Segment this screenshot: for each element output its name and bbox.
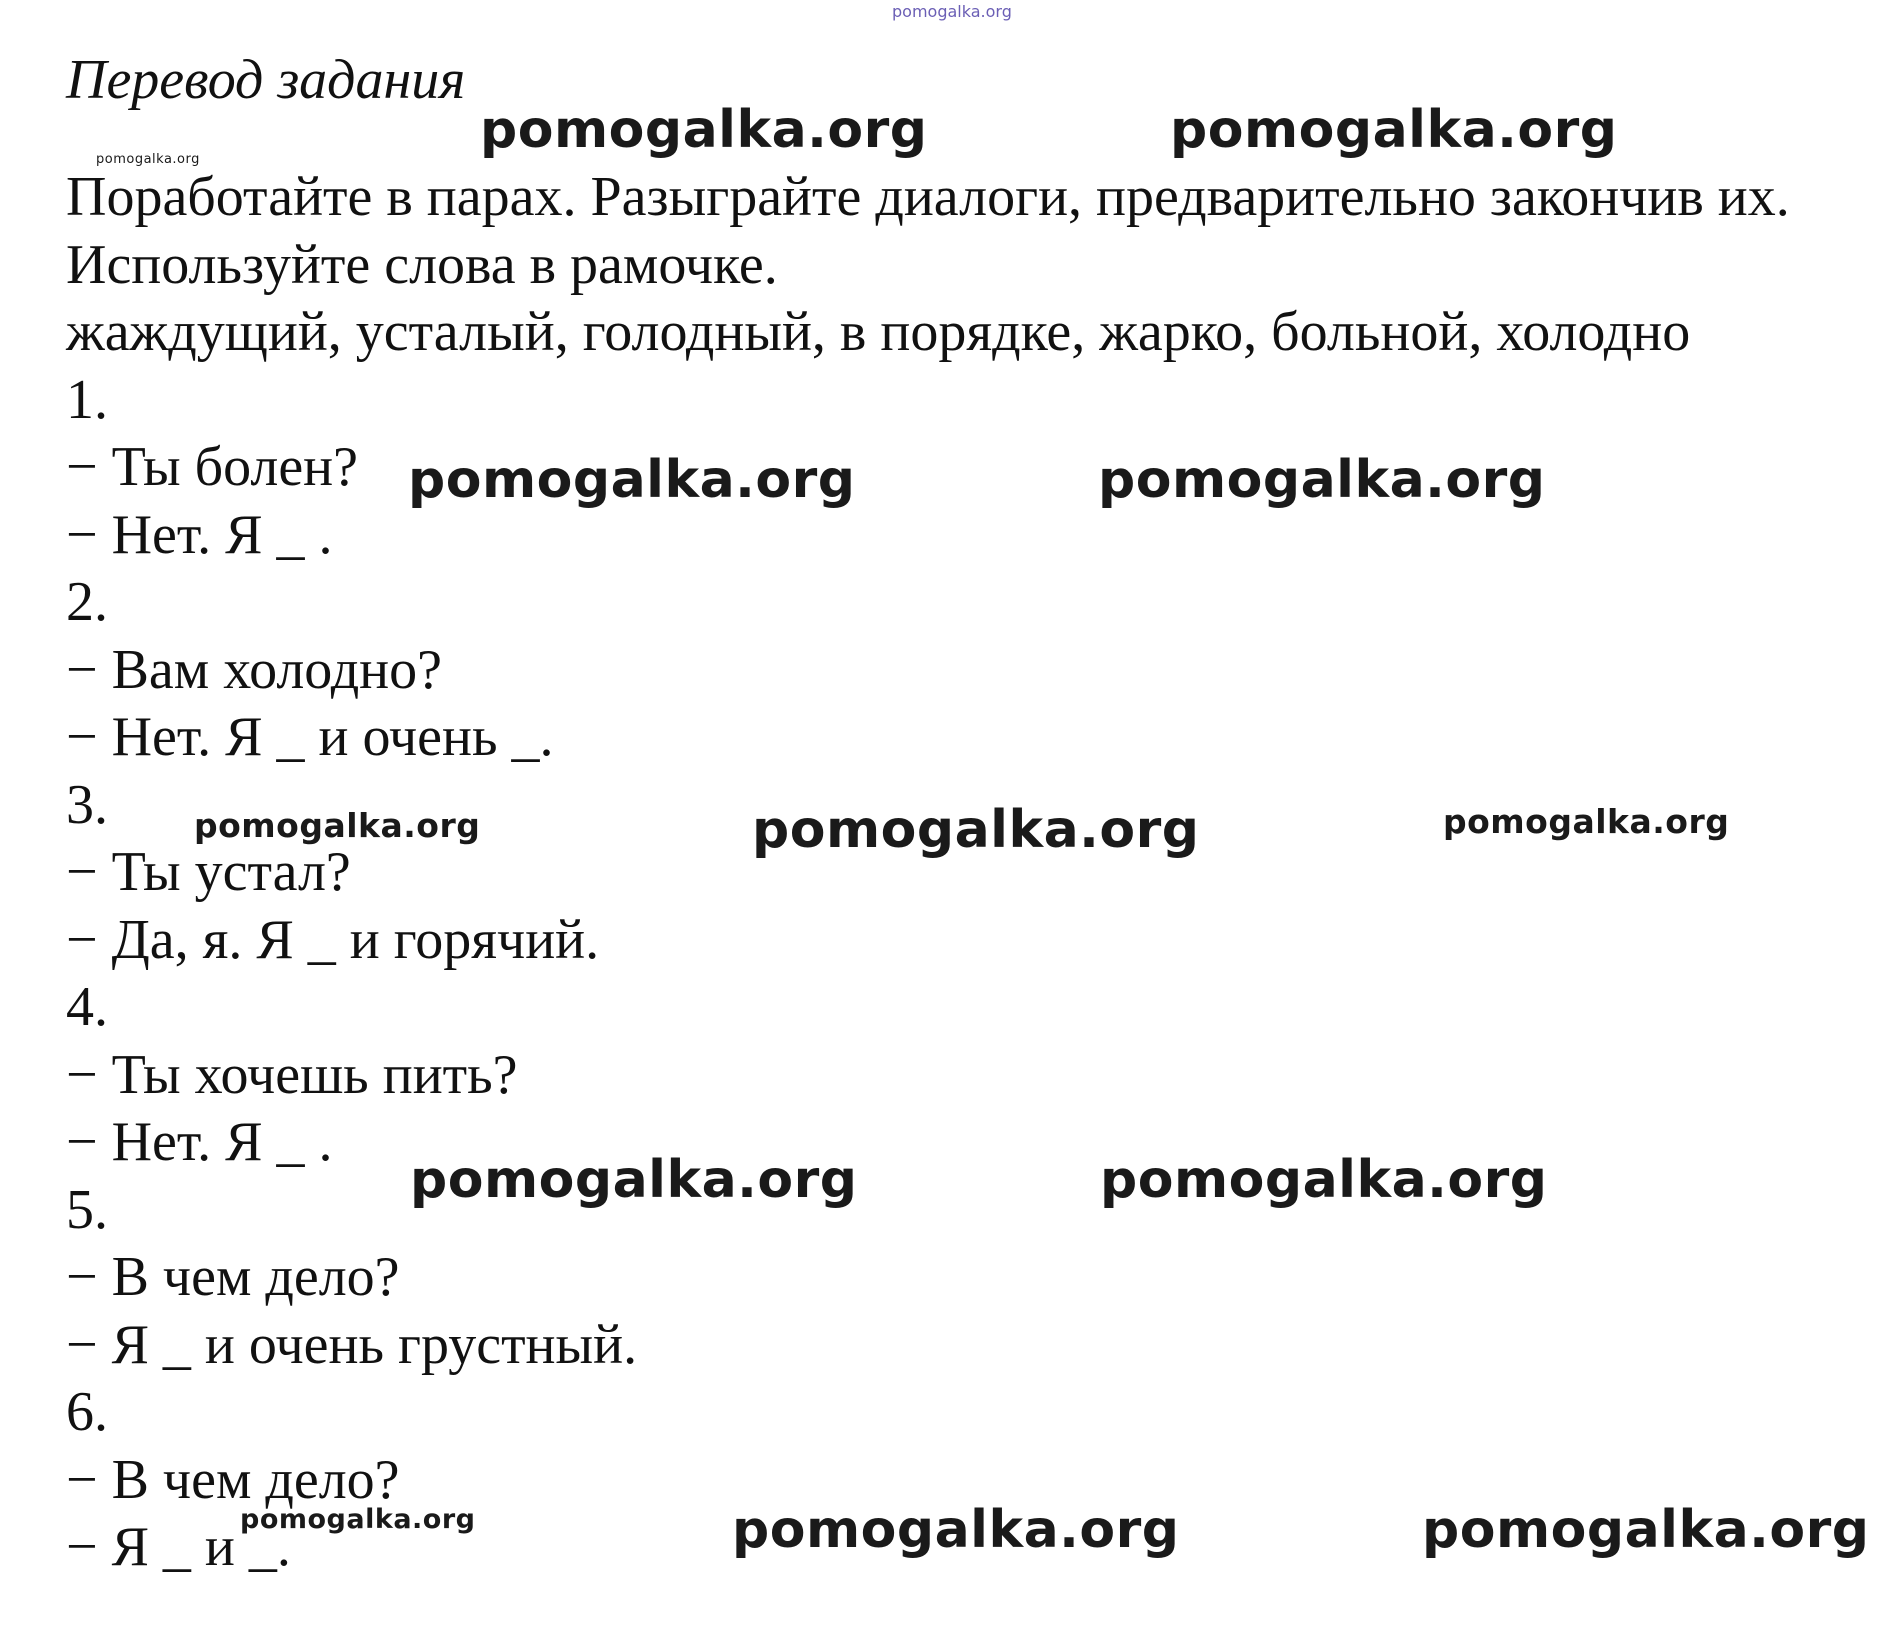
dialogue-number: 6.: [66, 1381, 108, 1443]
watermark: pomogalka.org: [1100, 1150, 1548, 1210]
word-box: жаждущий, усталый, голодный, в порядке, жарко, больной, холодно: [66, 301, 1691, 363]
dialogue-question: − Ты болен?: [66, 436, 359, 498]
watermark: pomogalka.org: [410, 1150, 858, 1210]
instruction-line: Используйте слова в рамочке.: [66, 233, 778, 296]
dialogue-number: 3.: [66, 773, 108, 836]
task-content: [66, 164, 1886, 1582]
dialogue-question: − Ты устал?: [66, 841, 351, 903]
dialogue-answer: − Да, я. Я _ и горячий.: [66, 908, 600, 971]
dialogue-number: 4.: [66, 976, 108, 1038]
watermark: pomogalka.org: [1170, 100, 1618, 160]
source-link[interactable]: pomogalka.org: [892, 2, 1012, 21]
watermark: pomogalka.org: [1443, 802, 1730, 841]
dialogue-number: 2.: [66, 571, 108, 633]
dialogue-question: − В чем дело?: [66, 1246, 400, 1308]
watermark: pomogalka.org: [1098, 450, 1546, 510]
watermark: pomogalka.org: [96, 152, 200, 167]
watermark: pomogalka.org: [194, 806, 481, 845]
dialogue-question: − В чем дело?: [66, 1448, 400, 1511]
watermark: pomogalka.org: [408, 450, 856, 510]
watermark: pomogalka.org: [752, 800, 1200, 860]
dialogue-number: 5.: [66, 1178, 108, 1241]
dialogue-answer: − Нет. Я _ и очень _.: [66, 706, 554, 768]
dialogue-question: − Ты хочешь пить?: [66, 1043, 518, 1106]
dialogue-answer: − Нет. Я _ .: [66, 503, 333, 566]
watermark: pomogalka.org: [240, 1504, 476, 1535]
dialogue-answer: − Я _ и _.: [66, 1516, 291, 1578]
watermark: pomogalka.org: [732, 1500, 1180, 1560]
dialogue-answer: − Я _ и очень грустный.: [66, 1313, 638, 1376]
dialogue-number: 1.: [66, 368, 108, 431]
page-title: Перевод задания: [66, 49, 466, 111]
instruction-line: Поработайте в парах. Разыграйте диалоги, предварительно закончив их.: [66, 166, 1790, 228]
dialogue-answer: − Нет. Я _ .: [66, 1111, 333, 1173]
watermark: pomogalka.org: [480, 100, 928, 160]
watermark: pomogalka.org: [1422, 1500, 1870, 1560]
dialogue-question: − Вам холодно?: [66, 638, 443, 701]
